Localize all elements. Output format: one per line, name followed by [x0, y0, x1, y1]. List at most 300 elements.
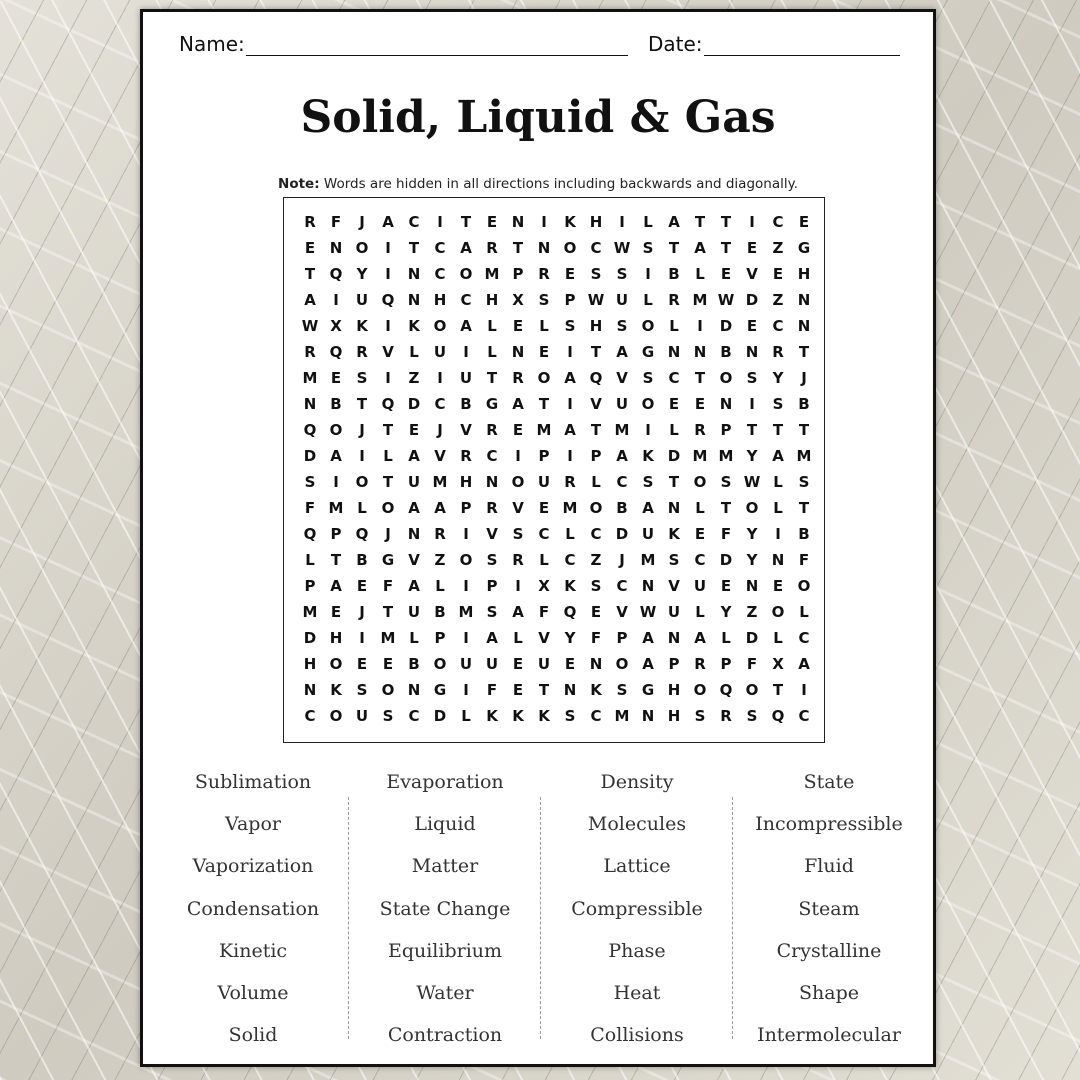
grid-letter: I	[385, 265, 391, 283]
grid-letter: S	[564, 707, 576, 725]
grid-letter: F	[304, 499, 316, 517]
grid-letter: S	[668, 551, 680, 569]
grid-letter: M	[432, 473, 448, 491]
grid-letter: K	[564, 577, 576, 595]
grid-letter: O	[641, 395, 655, 413]
grid-letter: O	[615, 655, 629, 673]
grid-letter: Z	[772, 291, 784, 309]
grid-letter: T	[408, 239, 420, 257]
grid-row	[284, 313, 824, 339]
grid-row	[284, 677, 824, 703]
grid-letter: L	[773, 499, 783, 517]
grid-letter: Z	[590, 551, 602, 569]
grid-row	[284, 235, 824, 261]
grid-letter: H	[485, 291, 499, 309]
grid-letter: I	[359, 447, 365, 465]
grid-letter: E	[564, 265, 576, 283]
word-column	[734, 767, 924, 1062]
word-search-grid	[283, 197, 825, 743]
grid-letter: I	[515, 577, 521, 595]
grid-letter: K	[538, 707, 550, 725]
grid-letter: Z	[434, 551, 446, 569]
grid-letter: U	[615, 291, 629, 309]
grid-letter: T	[720, 239, 732, 257]
grid-letter: W	[587, 291, 605, 309]
grid-letter: C	[408, 707, 420, 725]
grid-letter: Q	[329, 343, 343, 361]
grid-letter: M	[536, 421, 552, 439]
grid-letter: D	[719, 551, 733, 569]
grid-letter: B	[460, 395, 472, 413]
word-item: Water	[416, 981, 474, 1004]
grid-letter: C	[434, 395, 446, 413]
grid-letter: T	[356, 395, 368, 413]
grid-letter: E	[746, 239, 758, 257]
grid-letter: T	[772, 421, 784, 439]
grid-row	[284, 339, 824, 365]
grid-row	[284, 495, 824, 521]
grid-letter: Q	[329, 265, 343, 283]
grid-letter: B	[330, 395, 342, 413]
grid-letter: Q	[719, 681, 733, 699]
grid-letter: X	[512, 291, 524, 309]
grid-letter: B	[616, 499, 628, 517]
grid-letter: Q	[355, 525, 369, 543]
grid-letter: I	[775, 525, 781, 543]
grid-letter: L	[643, 213, 653, 231]
grid-letter: J	[359, 213, 365, 231]
word-item: Vapor	[225, 813, 281, 836]
grid-letter: L	[799, 603, 809, 621]
word-item: Heat	[613, 981, 661, 1004]
grid-letter: I	[567, 447, 573, 465]
grid-letter: A	[382, 213, 394, 231]
grid-letter: S	[512, 525, 524, 543]
grid-letter: Y	[746, 447, 758, 465]
grid-letter: C	[616, 473, 628, 491]
grid-letter: L	[669, 317, 679, 335]
grid-letter: N	[407, 291, 421, 309]
grid-letter: G	[797, 239, 811, 257]
grid-letter: N	[407, 265, 421, 283]
grid-letter: N	[797, 291, 811, 309]
grid-letter: A	[564, 421, 576, 439]
grid-letter: B	[720, 343, 732, 361]
grid-letter: E	[746, 317, 758, 335]
grid-letter: N	[303, 395, 317, 413]
word-item: Shape	[799, 981, 859, 1004]
grid-letter: B	[356, 551, 368, 569]
grid-letter: L	[487, 343, 497, 361]
grid-letter: P	[668, 655, 680, 673]
word-column	[350, 767, 540, 1062]
grid-letter: T	[772, 681, 784, 699]
grid-letter: L	[695, 603, 705, 621]
grid-letter: M	[484, 265, 500, 283]
word-item: Vaporization	[192, 855, 314, 878]
grid-letter: T	[798, 343, 810, 361]
grid-letter: P	[460, 499, 472, 517]
word-item: Kinetic	[218, 939, 288, 962]
grid-letter: K	[486, 707, 498, 725]
grid-letter: O	[433, 317, 447, 335]
grid-letter: R	[304, 213, 316, 231]
grid-letter: R	[434, 525, 446, 543]
grid-letter: T	[694, 213, 706, 231]
grid-letter: G	[485, 395, 499, 413]
grid-letter: N	[537, 239, 551, 257]
word-item: Lattice	[603, 855, 671, 878]
grid-letter: T	[746, 421, 758, 439]
grid-letter: V	[538, 629, 550, 647]
grid-letter: S	[772, 395, 784, 413]
grid-letter: C	[434, 239, 446, 257]
grid-letter: T	[720, 213, 732, 231]
grid-letter: O	[381, 499, 395, 517]
grid-letter: U	[407, 603, 421, 621]
grid-letter: J	[437, 421, 443, 439]
grid-letter: V	[746, 265, 758, 283]
grid-letter: N	[771, 551, 785, 569]
grid-row	[284, 547, 824, 573]
grid-letter: A	[512, 395, 524, 413]
grid-letter: N	[407, 681, 421, 699]
grid-letter: T	[668, 473, 680, 491]
grid-letter: S	[642, 369, 654, 387]
grid-letter: O	[381, 681, 395, 699]
grid-letter: V	[590, 395, 602, 413]
grid-letter: E	[538, 343, 550, 361]
grid-letter: E	[330, 603, 342, 621]
grid-row	[284, 287, 824, 313]
grid-letter: F	[486, 681, 498, 699]
grid-letter: P	[616, 629, 628, 647]
grid-letter: T	[798, 499, 810, 517]
grid-letter: A	[304, 291, 316, 309]
grid-letter: N	[563, 681, 577, 699]
grid-letter: M	[640, 551, 656, 569]
grid-letter: H	[667, 707, 681, 725]
grid-letter: H	[303, 655, 317, 673]
grid-letter: F	[590, 629, 602, 647]
grid-letter: T	[538, 681, 550, 699]
column-divider	[540, 797, 541, 1039]
name-field	[179, 32, 628, 56]
grid-row	[284, 599, 824, 625]
grid-letter: Y	[772, 369, 784, 387]
grid-letter: E	[330, 369, 342, 387]
grid-letter: C	[538, 525, 550, 543]
word-item: Fluid	[804, 855, 854, 878]
grid-letter: K	[590, 681, 602, 699]
grid-letter: R	[460, 447, 472, 465]
grid-letter: T	[720, 499, 732, 517]
grid-letter: T	[486, 369, 498, 387]
note-label: Note:	[278, 176, 320, 192]
grid-letter: I	[385, 317, 391, 335]
grid-letter: E	[356, 577, 368, 595]
grid-letter: I	[437, 369, 443, 387]
grid-letter: I	[463, 629, 469, 647]
grid-letter: E	[486, 213, 498, 231]
grid-letter: D	[615, 525, 629, 543]
grid-letter: R	[486, 421, 498, 439]
grid-letter: S	[486, 551, 498, 569]
grid-letter: E	[304, 239, 316, 257]
grid-letter: H	[589, 213, 603, 231]
grid-letter: I	[697, 317, 703, 335]
grid-letter: Q	[303, 525, 317, 543]
grid-letter: W	[639, 603, 657, 621]
grid-letter: M	[562, 499, 578, 517]
grid-letter: S	[642, 473, 654, 491]
grid-letter: M	[380, 629, 396, 647]
grid-letter: M	[614, 707, 630, 725]
grid-letter: E	[382, 655, 394, 673]
grid-letter: K	[642, 447, 654, 465]
grid-letter: D	[745, 629, 759, 647]
grid-letter: L	[383, 447, 393, 465]
grid-letter: T	[382, 603, 394, 621]
grid-letter: I	[463, 577, 469, 595]
grid-letter: E	[564, 655, 576, 673]
grid-letter: L	[773, 629, 783, 647]
grid-letter: I	[385, 239, 391, 257]
grid-row	[284, 625, 824, 651]
grid-letter: K	[408, 317, 420, 335]
grid-letter: N	[511, 213, 525, 231]
column-divider	[732, 797, 733, 1039]
name-line	[246, 35, 628, 56]
grid-letter: W	[743, 473, 761, 491]
grid-letter: R	[668, 291, 680, 309]
grid-letter: A	[694, 239, 706, 257]
grid-letter: I	[749, 213, 755, 231]
grid-letter: S	[382, 707, 394, 725]
grid-letter: E	[512, 655, 524, 673]
word-item: Solid	[228, 1024, 278, 1047]
grid-letter: C	[772, 213, 784, 231]
grid-letter: U	[355, 707, 369, 725]
date-field	[648, 32, 900, 56]
grid-letter: Z	[408, 369, 420, 387]
grid-letter: L	[539, 317, 549, 335]
grid-letter: P	[564, 291, 576, 309]
grid-letter: L	[643, 291, 653, 309]
grid-letter: V	[616, 369, 628, 387]
grid-letter: Y	[746, 525, 758, 543]
grid-letter: A	[330, 577, 342, 595]
grid-letter: M	[302, 603, 318, 621]
grid-letter: E	[772, 577, 784, 595]
grid-letter: S	[590, 577, 602, 595]
grid-letter: N	[641, 707, 655, 725]
grid-letter: D	[745, 291, 759, 309]
grid-letter: A	[564, 369, 576, 387]
word-item: Intermolecular	[757, 1024, 901, 1047]
grid-letter: L	[695, 265, 705, 283]
grid-letter: I	[567, 395, 573, 413]
grid-letter: J	[385, 525, 391, 543]
grid-letter: I	[385, 369, 391, 387]
grid-letter: P	[304, 577, 316, 595]
word-item: Compressible	[571, 897, 703, 920]
grid-letter: A	[460, 239, 472, 257]
grid-letter: O	[459, 551, 473, 569]
grid-letter: Q	[589, 369, 603, 387]
grid-letter: A	[408, 499, 420, 517]
grid-letter: E	[772, 265, 784, 283]
grid-letter: J	[801, 369, 807, 387]
grid-row	[284, 703, 824, 729]
grid-letter: N	[667, 629, 681, 647]
grid-letter: N	[797, 317, 811, 335]
grid-letter: C	[434, 265, 446, 283]
grid-letter: M	[614, 421, 630, 439]
grid-letter: H	[329, 629, 343, 647]
grid-letter: C	[694, 551, 706, 569]
grid-letter: T	[382, 473, 394, 491]
grid-letter: E	[512, 317, 524, 335]
grid-letter: N	[667, 499, 681, 517]
grid-letter: Q	[563, 603, 577, 621]
grid-letter: S	[694, 707, 706, 725]
grid-letter: S	[590, 265, 602, 283]
grid-letter: U	[693, 577, 707, 595]
grid-letter: V	[408, 551, 420, 569]
grid-letter: A	[642, 655, 654, 673]
grid-letter: L	[435, 577, 445, 595]
grid-letter: O	[719, 369, 733, 387]
word-item: State Change	[379, 897, 511, 920]
word-item: Contraction	[387, 1024, 503, 1047]
grid-letter: C	[304, 707, 316, 725]
grid-letter: E	[720, 265, 732, 283]
grid-letter: C	[668, 369, 680, 387]
grid-letter: B	[798, 395, 810, 413]
grid-row	[284, 469, 824, 495]
grid-letter: Y	[564, 629, 576, 647]
grid-letter: B	[408, 655, 420, 673]
grid-letter: P	[720, 421, 732, 439]
grid-letter: Q	[303, 421, 317, 439]
grid-letter: A	[512, 603, 524, 621]
grid-letter: K	[668, 525, 680, 543]
word-item: Collisions	[590, 1024, 684, 1047]
grid-letter: I	[645, 265, 651, 283]
grid-letter: H	[797, 265, 811, 283]
grid-letter: J	[619, 551, 625, 569]
word-list	[143, 767, 933, 1057]
grid-letter: S	[798, 473, 810, 491]
grid-letter: O	[329, 655, 343, 673]
grid-letter: S	[616, 317, 628, 335]
grid-letter: A	[616, 343, 628, 361]
grid-letter: C	[408, 213, 420, 231]
grid-letter: E	[512, 681, 524, 699]
grid-letter: V	[512, 499, 524, 517]
grid-letter: L	[721, 629, 731, 647]
grid-letter: R	[304, 343, 316, 361]
grid-letter: W	[717, 291, 735, 309]
grid-letter: U	[641, 525, 655, 543]
grid-letter: S	[616, 681, 628, 699]
grid-letter: D	[407, 395, 421, 413]
grid-letter: N	[745, 577, 759, 595]
grid-letter: L	[409, 343, 419, 361]
grid-letter: R	[694, 421, 706, 439]
grid-letter: S	[304, 473, 316, 491]
grid-letter: E	[356, 655, 368, 673]
grid-row	[284, 573, 824, 599]
grid-letter: G	[433, 681, 447, 699]
grid-letter: U	[485, 655, 499, 673]
grid-letter: S	[486, 603, 498, 621]
grid-letter: G	[641, 681, 655, 699]
grid-row	[284, 521, 824, 547]
grid-letter: B	[668, 265, 680, 283]
grid-letter: Z	[746, 603, 758, 621]
grid-letter: O	[511, 473, 525, 491]
grid-letter: A	[694, 629, 706, 647]
date-label: Date:	[648, 32, 703, 56]
grid-letter: I	[619, 213, 625, 231]
grid-letter: V	[616, 603, 628, 621]
word-item: State	[803, 771, 855, 793]
grid-letter: A	[460, 317, 472, 335]
grid-letter: O	[797, 577, 811, 595]
word-item: Equilibrium	[387, 939, 503, 962]
grid-row	[284, 443, 824, 469]
grid-letter: I	[437, 213, 443, 231]
word-item: Steam	[798, 897, 860, 920]
word-column	[158, 767, 348, 1062]
grid-letter: U	[615, 395, 629, 413]
grid-letter: L	[695, 499, 705, 517]
grid-letter: C	[564, 551, 576, 569]
grid-letter: C	[616, 577, 628, 595]
grid-letter: C	[590, 707, 602, 725]
grid-letter: U	[355, 291, 369, 309]
grid-letter: U	[667, 603, 681, 621]
grid-letter: P	[486, 577, 498, 595]
grid-row	[284, 391, 824, 417]
grid-letter: E	[512, 421, 524, 439]
grid-letter: D	[303, 629, 317, 647]
grid-letter: V	[434, 447, 446, 465]
grid-letter: C	[486, 447, 498, 465]
instructions-note	[143, 176, 933, 192]
word-item: Sublimation	[194, 771, 312, 793]
grid-letter: V	[668, 577, 680, 595]
date-line	[704, 35, 900, 56]
grid-letter: N	[329, 239, 343, 257]
grid-letter: J	[359, 421, 365, 439]
grid-letter: S	[538, 291, 550, 309]
grid-letter: T	[668, 239, 680, 257]
grid-letter: E	[694, 395, 706, 413]
grid-letter: Y	[356, 265, 368, 283]
word-item: Condensation	[186, 897, 320, 920]
grid-letter: I	[359, 629, 365, 647]
column-divider	[348, 797, 349, 1039]
grid-letter: U	[407, 473, 421, 491]
grid-letter: P	[590, 447, 602, 465]
grid-letter: R	[356, 343, 368, 361]
grid-letter: R	[720, 707, 732, 725]
word-item: Crystalline	[776, 939, 882, 962]
grid-letter: H	[433, 291, 447, 309]
